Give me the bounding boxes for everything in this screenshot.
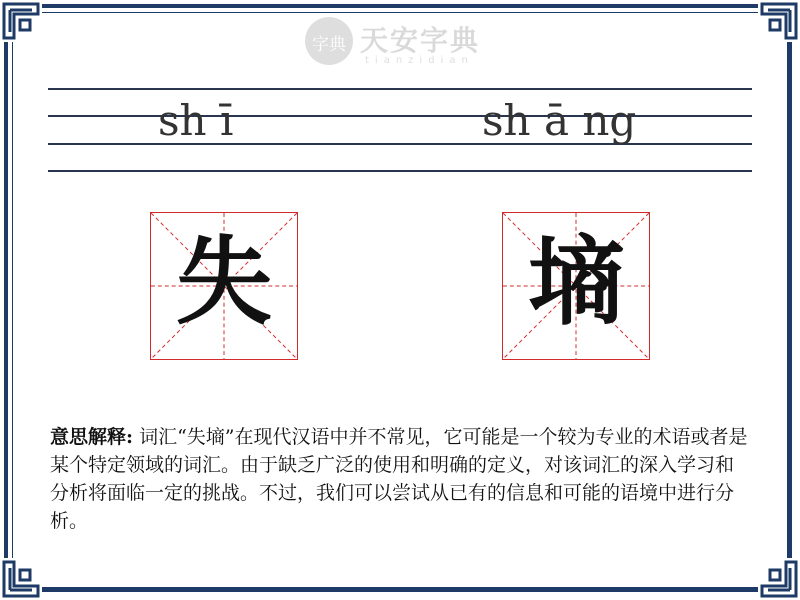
character-grid-1 [150,212,298,360]
explanation-paragraph [50,423,750,535]
logo-seal-icon [305,17,353,65]
logo-seal-text: 字典 [312,35,346,55]
corner-ornament-bottom-left [0,558,42,600]
pinyin-syllable-1: sh ī [158,96,234,145]
corner-ornament-top-right [758,0,800,42]
explanation-label: 意思解释 [50,426,127,448]
corner-ornament-bottom-right [758,558,800,600]
explanation-colon: : [126,426,134,448]
logo-subtitle: tianzidian [365,55,474,66]
pinyin-syllable-2: sh ā ng [482,96,637,145]
staff-line [48,170,752,172]
character-grid-2 [502,212,650,360]
watermark-logo [305,15,495,70]
staff-line [48,88,752,90]
pinyin-staff-lines [48,88,752,172]
staff-line [48,115,752,117]
hanzi-character-2: 墒 [528,225,624,338]
hanzi-character-1: 失 [176,225,272,338]
staff-line [48,143,752,145]
logo-title: 天安字典 [360,24,481,57]
explanation-text: 词汇“失墒”在现代汉语中并不常见，它可能是一个较为专业的术语或者是某个特定领域的词汇。由于缺乏广泛的使用和明确的定义，对该词汇的深入学习和分析将面临一定的挑战。不过，我们可以尝试从已有的信息和可能的语境中进行分析。 [50,426,748,532]
corner-ornament-top-left [0,0,42,42]
